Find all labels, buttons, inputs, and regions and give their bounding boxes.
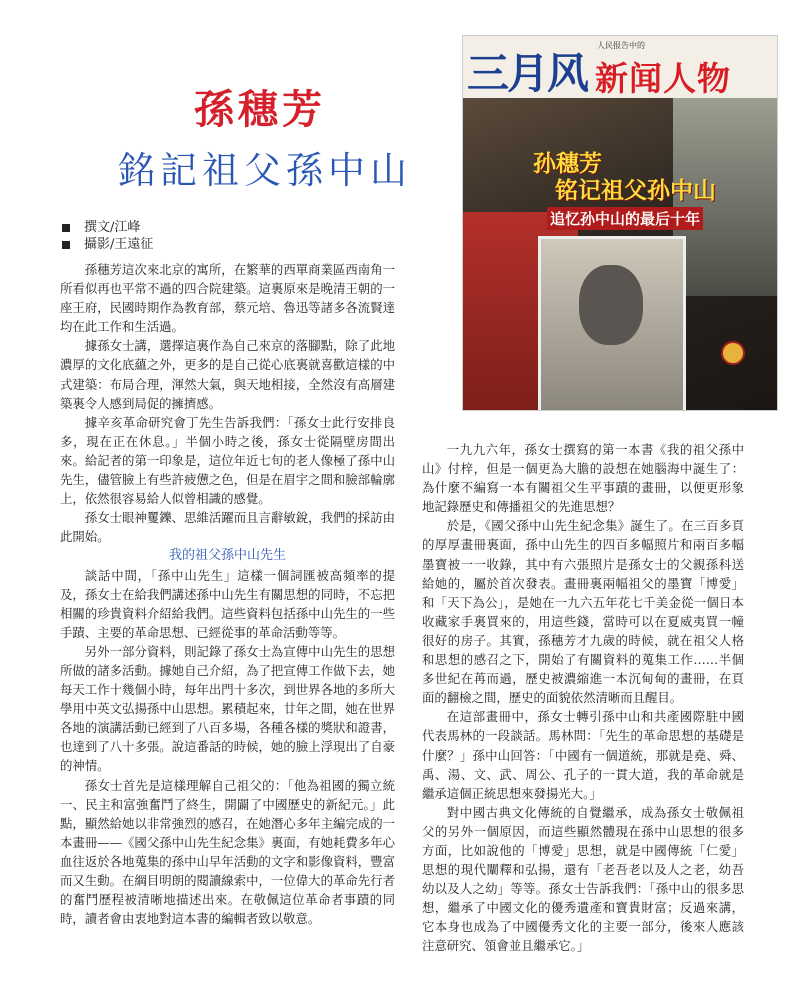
- magazine-cover-image: [462, 35, 778, 411]
- paragraph: 談話中間，「孫中山先生」這樣一個詞匯被高頻率的提及，孫女士在給我們講述孫中山先生有關思想的同時，不忘把相關的珍貴資料介紹給我們。這些資料包括孫中山先生的一些手蹟、主要的革命思想、已經從事的革命活動等等。: [60, 567, 395, 640]
- seal-icon: [721, 341, 745, 365]
- right-column: [422, 440, 744, 956]
- bullet-square-icon: [62, 224, 70, 232]
- credits: [62, 219, 153, 253]
- masthead-left: 三月风: [467, 49, 588, 98]
- paragraph: 孫女士眼神矍鑠、思維活躍而且言辭敏銳，我們的採訪由此開始。: [60, 510, 395, 545]
- cover-headline-2: 铭记祖父孙中山: [555, 178, 716, 204]
- cover-headline-3: 追忆孙中山的最后十年: [547, 207, 703, 230]
- portrait-face: [579, 265, 643, 345]
- paragraph: 對中國古典文化傳統的自覺繼承，成為孫女士敬佩祖父的另外一個原因，而這些顯然體現在孫中山思想的很多方面，比如說他的「博愛」思想，就是中國傳統「仁愛」思想的現代闡釋和弘揚，還有「老吾老以及人之老，幼吾幼以及人之幼」等等。孫女士告訴我們：「孫中山的很多思想，繼承了中國文化的優秀遺產和寶貴財富；反過來講，它本身也成為了中國優秀文化的主要一部分，後來人應該注意研究、領會並且繼承它。」: [422, 804, 744, 954]
- paragraph: 孫穗芳這次來北京的寓所，在繁華的西單商業區西南角一所看似再也平常不過的四合院建築。這裏原來是晚清王朝的一座王府，民國時期作為教育部，蔡元培、魯迅等諸多各流賢達均在此工作和生活過。: [60, 262, 395, 335]
- paragraph: 據辛亥革命研究會丁先生告訴我們：「孫女士此行安排良多，現在正在休息。」半個小時之後，孫女士從隔壁房間出來。給記者的第一印象是，這位年近七旬的老人像極了孫中山先生，儘管臉上有些許疲憊之色，但是在眉宇之間和臉部輪廓上，依然很容易給人似曾相識的感覺。: [60, 414, 395, 507]
- left-column: [60, 260, 395, 928]
- paragraph: 於是，《國父孫中山先生紀念集》誕生了。在三百多頁的厚厚畫冊裏面，孫中山先生的四百多幅照片和兩百多幅墨寶被一一收錄，其中有六張照片是孫女士的父親孫科送給她的，屬於首次發表。畫冊裏兩幅祖父的墨寶「博愛」和「天下為公」，是她在一九六五年花七千美金從一個日本收藏家手裏買來的，用這些錢，當時可以在夏威夷買一幢很好的房子。其實，孫穗芳才九歲的時候，就在祖父人格和思想的感召之下，開始了有關資料的蒐集工作……半個多世紀在苒而過，歷史被濃縮進一本沉甸甸的畫冊，在頁面的翻檢之間，歷史的面貌依然清晰而且醒目。: [422, 518, 744, 706]
- paragraph: 另外一部分資料，則記錄了孫女士為宣傳中山先生的思想所做的諸多活動。據她自己介紹，為了把宣傳工作做下去，她每天工作十幾個小時，每年出門十多次，到世界各地的多所大學用中英文弘揚孫中山思想。累積起來，廿年之間，她在世界各地的演講活動已經到了八百多場，各種各樣的獎狀和證書，也達到了八十多張。說這番話的時候，她的臉上浮現出了自豪的神情。: [60, 643, 395, 774]
- cover-headline-1: 孙穗芳: [533, 151, 602, 177]
- credit-writer-text: 撰文/江峰: [84, 220, 141, 235]
- bullet-square-icon: [62, 241, 70, 249]
- paragraph: 孫女士首先是這樣理解自己祖父的：「他為祖國的獨立統一、民主和富強奮鬥了終生，開闢了中國歷史的新紀元。」此點，顯然給她以非常強烈的感召，在她潛心多年主編完成的一本畫冊——《國父孫中山先生紀念集》裏面，有她耗費多年心血往返於各地蒐集的孫中山早年活動的文字和影像資料，豐富而又生動。在綱目明朗的閱讀線索中，一位偉大的革命先行者的奮鬥歷程被清晰地描述出來。在敬佩這位革命者事蹟的同時，讀者會由衷地對這本書的編輯者致以敬意。: [60, 777, 395, 927]
- article-subtitle: 銘記祖父孫中山: [118, 149, 412, 192]
- cover-portrait-sun-yat-sen: [538, 236, 686, 411]
- credit-writer: [62, 219, 153, 236]
- section-heading: 我的祖父孫中山先生: [168, 548, 286, 564]
- credit-photographer: [62, 236, 153, 253]
- paragraph: 據孫女士講，選擇這裏作為自己來京的落腳點，除了此地濃厚的文化底蘊之外，更多的是自己從心底裏就喜歡這樣的中式建築：布局合理，渾然大氣，與天地相接，全然沒有高層建築裏令人感到局促的擁擠感。: [60, 338, 395, 411]
- credit-photographer-text: 攝影/王遠征: [84, 237, 154, 252]
- paragraph: 一九九六年，孫女士撰寫的第一本書《我的祖父孫中山》付梓，但是一個更為大膽的設想在她腦海中誕生了：為什麼不編寫一本有關祖父生平事蹟的畫冊，以便更形象地記錄歷史和傳播祖父的先進思想？: [422, 442, 744, 515]
- masthead-right: 新闻人物: [595, 59, 731, 98]
- paragraph: 在這部畫冊中，孫女士轉引孫中山和共產國際駐中國代表馬林的一段談話。馬林問：「先生的革命思想的基礎是什麼？」孫中山回答：「中國有一個道統，那就是堯、舜、禹、湯、文、武、周公、孔子的一貫大道，我的革命就是繼承這個正統思想來發揚光大。」: [422, 709, 744, 801]
- article-title: 孫穗芳: [194, 86, 326, 133]
- cover-masthead: [463, 36, 777, 98]
- masthead-small: 人民报告中的: [597, 41, 645, 50]
